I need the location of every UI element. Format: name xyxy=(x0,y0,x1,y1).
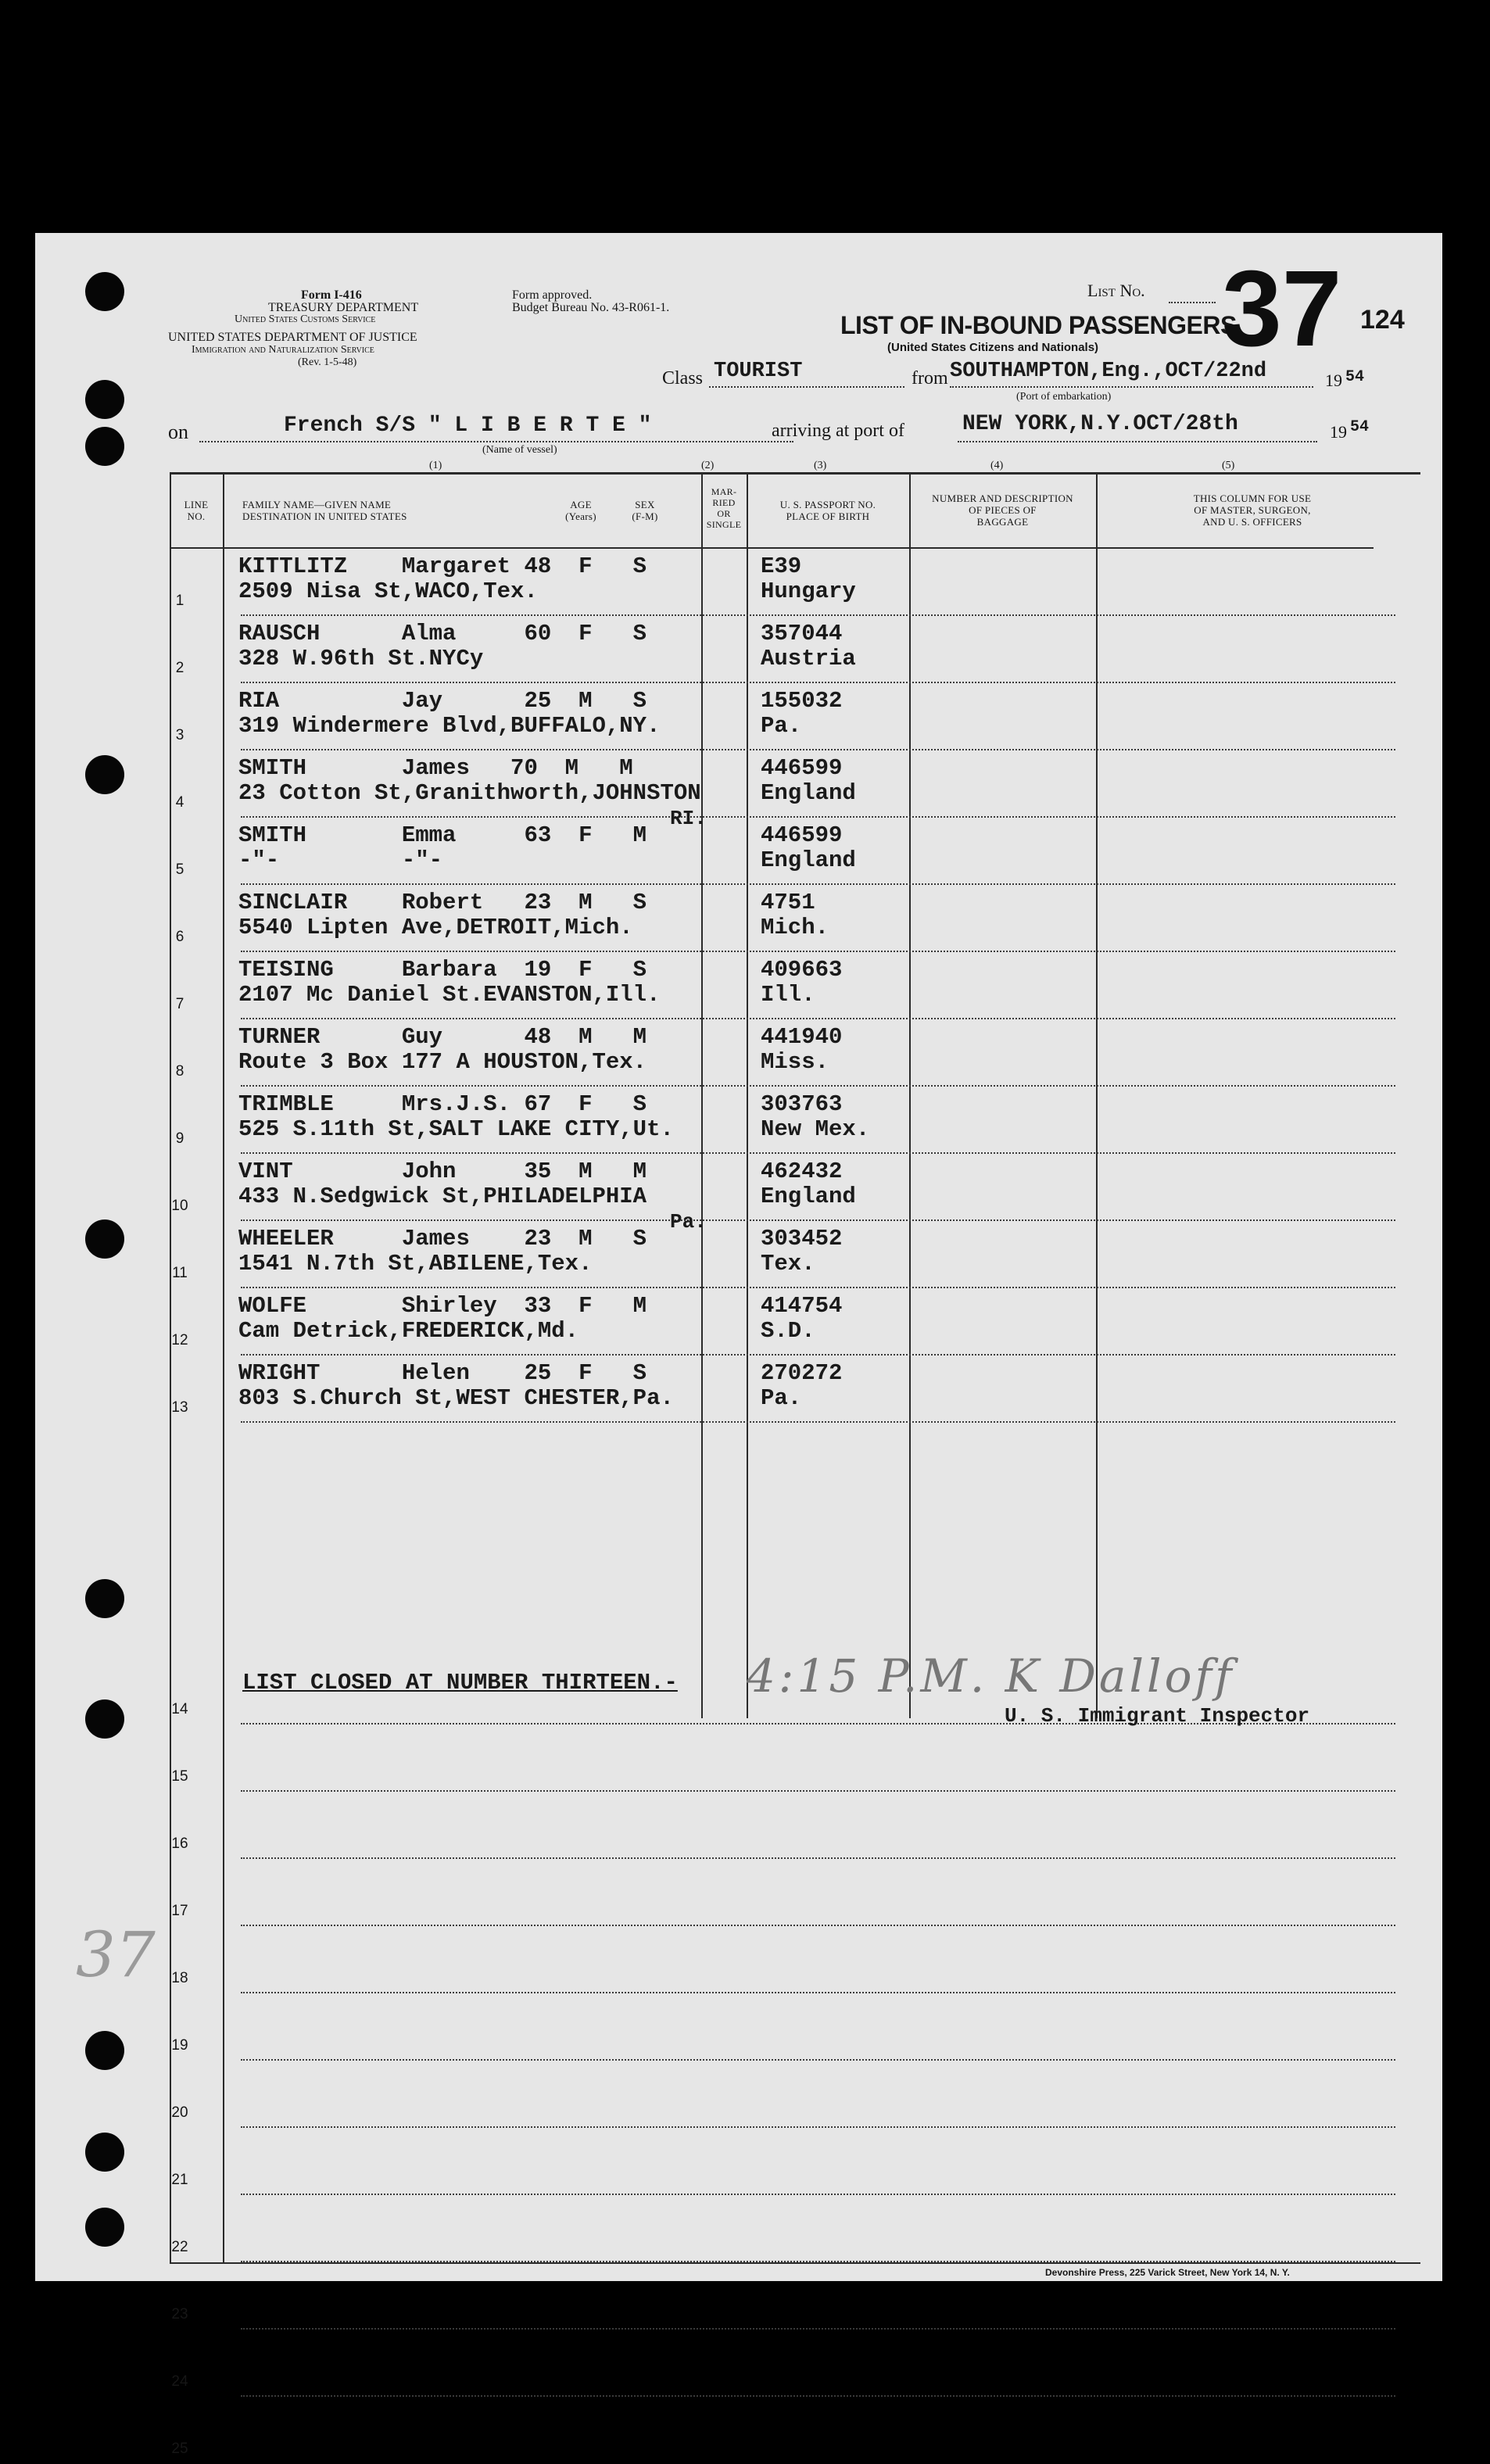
line-number: 20 xyxy=(171,2104,188,2121)
passenger-name-age-sex: VINT John 35 M M xyxy=(238,1159,647,1184)
arrival-port: NEW YORK,N.Y.OCT/28th xyxy=(962,412,1238,436)
line-number: 7 xyxy=(175,996,184,1012)
empty-row xyxy=(35,2330,1442,2397)
table-top-rule xyxy=(170,472,1420,475)
empty-row xyxy=(35,2061,1442,2128)
class-value: TOURIST xyxy=(714,360,803,383)
list-number: 37 xyxy=(1222,249,1342,369)
passenger-destination: 433 N.Sedgwick St,PHILADELPHIA xyxy=(238,1184,647,1209)
passenger-destination: 5540 Lipten Ave,DETROIT,Mich. xyxy=(238,915,633,940)
vessel-caption: (Name of vessel) xyxy=(482,444,557,456)
passenger-destination: 23 Cotton St,Granithworth,JOHNSTON xyxy=(238,780,701,806)
place-of-birth: Ill. xyxy=(761,982,815,1008)
passenger-row xyxy=(35,549,1442,616)
year-suffix-2: 54 xyxy=(1350,418,1370,436)
line-number: 5 xyxy=(175,861,184,878)
empty-row xyxy=(35,1792,1442,1859)
revision: (Rev. 1-5-48) xyxy=(298,356,357,368)
line-number: 19 xyxy=(171,2037,188,2054)
place-of-birth: England xyxy=(761,1184,856,1209)
ins-service: Immigration and Naturalization Service xyxy=(192,344,374,356)
passenger-name-age-sex: KITTLITZ Margaret 48 F S xyxy=(238,553,647,579)
place-of-birth: Hungary xyxy=(761,578,856,604)
line-number: 16 xyxy=(171,1835,188,1852)
justice-dept: UNITED STATES DEPARTMENT OF JUSTICE xyxy=(168,331,417,344)
line-number: 8 xyxy=(175,1063,184,1080)
passenger-destination: 1541 N.7th St,ABILENE,Tex. xyxy=(238,1251,593,1277)
passport-number: E39 xyxy=(761,553,802,579)
passenger-name-age-sex: WHEELER James 23 M S xyxy=(238,1226,647,1252)
destination-continuation: RI. xyxy=(670,807,707,830)
passport-number: 446599 xyxy=(761,755,843,781)
line-number: 11 xyxy=(172,1265,188,1281)
line-number: 24 xyxy=(171,2373,188,2390)
passport-number: 446599 xyxy=(761,822,843,848)
inspector-signature: 4:15 P.M. K Dalloff xyxy=(747,1649,1235,1703)
passenger-destination: 2107 Mc Daniel St.EVANSTON,Ill. xyxy=(238,982,661,1008)
passport-number: 4751 xyxy=(761,890,815,915)
year-suffix-1: 54 xyxy=(1345,368,1365,386)
header-married: MAR- RIED OR SINGLE xyxy=(706,486,742,530)
punch-hole xyxy=(85,1579,124,1618)
passenger-name-age-sex: TURNER Guy 48 M M xyxy=(238,1024,647,1050)
passenger-name-age-sex: WOLFE Shirley 33 F M xyxy=(238,1293,647,1319)
form-approved: Form approved. xyxy=(512,288,593,302)
manifest-sheet xyxy=(35,233,1442,2457)
empty-row xyxy=(35,1724,1442,1792)
passenger-row xyxy=(35,1288,1442,1356)
col-marker: (3) xyxy=(814,460,827,471)
list-closed-note: LIST CLOSED AT NUMBER THIRTEEN.- xyxy=(242,1670,678,1696)
list-no-label: List No. xyxy=(1087,281,1145,300)
header-age: AGE (Years) xyxy=(565,499,596,522)
header-line-no: LINE NO. xyxy=(184,499,209,522)
place-of-birth: Tex. xyxy=(761,1251,815,1277)
header-passport: U. S. PASSPORT NO. PLACE OF BIRTH xyxy=(779,499,876,522)
passenger-row xyxy=(35,683,1442,750)
empty-row xyxy=(35,2195,1442,2262)
place-of-birth: England xyxy=(761,780,856,806)
punch-hole xyxy=(85,380,124,419)
line-number: 13 xyxy=(171,1399,188,1416)
punch-hole xyxy=(85,427,124,466)
line-number: 23 xyxy=(171,2306,188,2323)
passenger-name-age-sex: SINCLAIR Robert 23 M S xyxy=(238,890,647,915)
passenger-row xyxy=(35,818,1442,885)
line-number: 14 xyxy=(171,1701,188,1717)
passenger-destination: 2509 Nisa St,WACO,Tex. xyxy=(238,578,538,604)
col-marker: (2) xyxy=(701,460,715,471)
passport-number: 462432 xyxy=(761,1159,843,1184)
col-marker: (1) xyxy=(429,460,442,471)
passenger-row xyxy=(35,1019,1442,1087)
place-of-birth: Pa. xyxy=(761,1385,802,1411)
line-number: 1 xyxy=(175,593,184,609)
col-marker: (4) xyxy=(990,460,1004,471)
passenger-destination: 328 W.96th St.NYCy xyxy=(238,646,484,672)
vessel-name: French S/S " L I B E R T E " xyxy=(284,414,652,438)
margin-handwritten-number: 37 xyxy=(76,1918,156,1991)
line-number: 9 xyxy=(175,1130,184,1147)
passenger-row xyxy=(35,616,1442,683)
passenger-row xyxy=(35,1154,1442,1234)
inspector-title: U. S. Immigrant Inspector xyxy=(1005,1704,1310,1728)
empty-row xyxy=(35,1993,1442,2061)
line-number: 3 xyxy=(175,727,184,743)
passport-number: 270272 xyxy=(761,1360,843,1386)
passenger-row xyxy=(35,1221,1442,1288)
year-prefix-2: 19 xyxy=(1330,422,1347,442)
passenger-name-age-sex: WRIGHT Helen 25 F S xyxy=(238,1360,647,1386)
passenger-name-age-sex: SMITH Emma 63 F M xyxy=(238,822,647,848)
passport-number: 303763 xyxy=(761,1091,843,1117)
place-of-birth: Austria xyxy=(761,646,856,672)
from-label: from xyxy=(912,368,948,389)
on-label: on xyxy=(168,421,188,443)
form-title: LIST OF IN-BOUND PASSENGERS xyxy=(840,311,1237,339)
line-number: 2 xyxy=(175,660,184,676)
passenger-destination: -"- -"- xyxy=(238,847,443,873)
line-number: 15 xyxy=(171,1768,188,1785)
line-number: 21 xyxy=(171,2172,188,2188)
passenger-destination: 525 S.11th St,SALT LAKE CITY,Ut. xyxy=(238,1116,674,1142)
passenger-name-age-sex: SMITH James 70 M M xyxy=(238,755,633,781)
line-number: 4 xyxy=(175,794,184,811)
punch-hole xyxy=(85,272,124,311)
line-number: 10 xyxy=(171,1198,188,1214)
passenger-row xyxy=(35,885,1442,952)
passport-number: 303452 xyxy=(761,1226,843,1252)
passenger-name-age-sex: TEISING Barbara 19 F S xyxy=(238,957,647,983)
passport-number: 441940 xyxy=(761,1024,843,1050)
place-of-birth: Mich. xyxy=(761,915,829,940)
line-number: 25 xyxy=(171,2441,188,2457)
from-value: SOUTHAMPTON,Eng.,OCT/22nd xyxy=(950,360,1267,383)
passenger-destination: 803 S.Church St,WEST CHESTER,Pa. xyxy=(238,1385,674,1411)
form-number: Form I-416 xyxy=(301,288,362,302)
treasury-dept: TREASURY DEPARTMENT xyxy=(268,301,419,314)
destination-continuation: Pa. xyxy=(670,1210,707,1234)
page-number: 124 xyxy=(1360,305,1405,335)
empty-row xyxy=(35,2397,1442,2464)
passenger-destination: 319 Windermere Blvd,BUFFALO,NY. xyxy=(238,713,661,739)
empty-row xyxy=(35,1859,1442,1926)
arriving-label: arriving at port of xyxy=(772,421,904,441)
customs-service: United States Customs Service xyxy=(235,313,376,325)
passport-number: 414754 xyxy=(761,1293,843,1319)
place-of-birth: New Mex. xyxy=(761,1116,870,1142)
passport-number: 409663 xyxy=(761,957,843,983)
place-of-birth: Pa. xyxy=(761,713,802,739)
year-prefix-1: 19 xyxy=(1325,371,1342,390)
place-of-birth: England xyxy=(761,847,856,873)
header-sex: SEX (F-M) xyxy=(632,499,658,522)
line-number: 6 xyxy=(175,929,184,945)
budget-bureau: Budget Bureau No. 43-R061-1. xyxy=(512,301,670,314)
line-number: 22 xyxy=(171,2239,188,2255)
passenger-row xyxy=(35,952,1442,1019)
place-of-birth: S.D. xyxy=(761,1318,815,1344)
header-name: FAMILY NAME—GIVEN NAME DESTINATION IN UNITED STATES xyxy=(242,499,407,522)
header-officers: THIS COLUMN FOR USE OF MASTER, SURGEON, AND U. S. OFFICERS xyxy=(1193,492,1312,528)
passenger-row xyxy=(35,1356,1442,1423)
passenger-name-age-sex: RAUSCH Alma 60 F S xyxy=(238,621,647,646)
line-number: 18 xyxy=(171,1970,188,1986)
port-caption: (Port of embarkation) xyxy=(1016,391,1112,403)
passenger-row xyxy=(35,1087,1442,1154)
passenger-name-age-sex: TRIMBLE Mrs.J.S. 67 F S xyxy=(238,1091,647,1117)
line-number: 12 xyxy=(171,1332,188,1348)
col-marker: (5) xyxy=(1222,460,1235,471)
passenger-destination: Route 3 Box 177 A HOUSTON,Tex. xyxy=(238,1049,647,1075)
header-baggage: NUMBER AND DESCRIPTION OF PIECES OF BAGGAGE xyxy=(932,492,1073,528)
passenger-name-age-sex: RIA Jay 25 M S xyxy=(238,688,647,714)
class-label: Class xyxy=(662,368,704,389)
place-of-birth: Miss. xyxy=(761,1049,829,1075)
empty-row xyxy=(35,1926,1442,1993)
passport-number: 357044 xyxy=(761,621,843,646)
line-number: 17 xyxy=(171,1903,188,1919)
passenger-row xyxy=(35,750,1442,830)
passenger-destination: Cam Detrick,FREDERICK,Md. xyxy=(238,1318,579,1344)
printer-credit: Devonshire Press, 225 Varick Street, New York 14, N. Y. xyxy=(1045,2267,1290,2278)
passport-number: 155032 xyxy=(761,688,843,714)
empty-row xyxy=(35,2128,1442,2195)
form-subtitle: (United States Citizens and Nationals) xyxy=(887,341,1099,354)
